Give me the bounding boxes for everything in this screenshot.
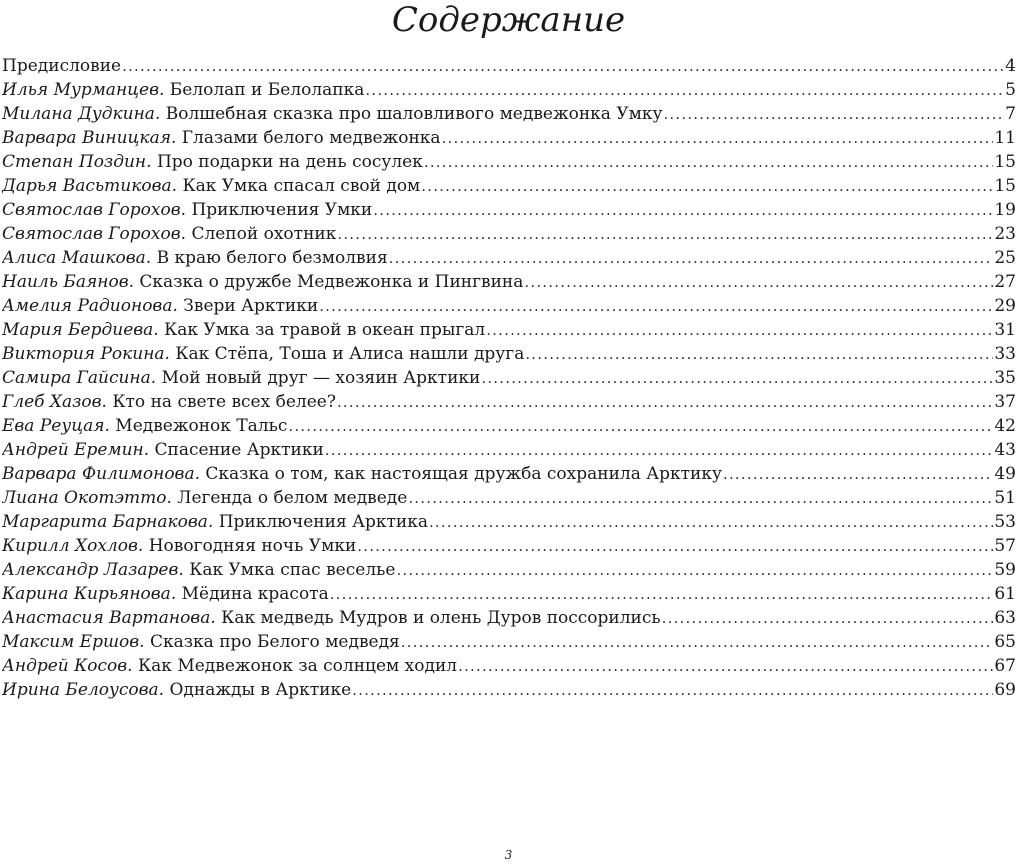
toc-entry: [2, 654, 1016, 678]
toc-page-number: 29: [994, 296, 1016, 316]
toc-page-number: 53: [994, 512, 1016, 532]
dot-leader: [288, 414, 993, 438]
table-of-contents: [2, 54, 1016, 702]
toc-entry-text: [2, 366, 480, 390]
toc-entry: [2, 534, 1016, 558]
toc-entry-text: [2, 558, 395, 582]
dot-leader: [319, 294, 993, 318]
toc-title: Как Умка за травой в океан прыгал: [164, 320, 486, 340]
dot-leader: [442, 126, 994, 150]
toc-entry-text: [2, 150, 423, 174]
toc-author: Святослав Горохов.: [2, 200, 187, 220]
toc-title: Приключения Арктика: [218, 512, 428, 532]
toc-page-number: 7: [1005, 104, 1016, 124]
toc-entry: [2, 54, 1016, 78]
toc-entry-text: [2, 630, 400, 654]
toc-entry-text: [2, 78, 364, 102]
toc-entry: [2, 678, 1016, 702]
dot-leader: [122, 54, 1004, 78]
toc-title: Белолап и Белолапка: [169, 80, 365, 100]
toc-author: Андрей Еремин.: [2, 440, 150, 460]
toc-page-number: 19: [994, 200, 1016, 220]
toc-entry-text: [2, 390, 336, 414]
toc-entry: [2, 318, 1016, 342]
dot-leader: [524, 270, 993, 294]
page-number: 3: [504, 848, 513, 862]
toc-author: Виктория Рокина.: [2, 344, 170, 364]
dot-leader: [663, 102, 1004, 126]
toc-title: Сказка про Белого медведя: [150, 632, 400, 652]
toc-author: Святослав Горохов.: [2, 224, 187, 244]
toc-page-number: 57: [994, 536, 1016, 556]
dot-leader: [723, 462, 993, 486]
toc-entry: [2, 174, 1016, 198]
toc-page-number: 33: [994, 344, 1016, 364]
toc-title: Кто на свете всех белее?: [112, 392, 336, 412]
toc-entry-text: [2, 270, 523, 294]
toc-author: Самира Гайсина.: [2, 368, 157, 388]
page-title: Содержание: [391, 0, 626, 40]
dot-leader: [424, 150, 994, 174]
toc-author: Андрей Косов.: [2, 656, 133, 676]
toc-page-number: 15: [994, 152, 1016, 172]
toc-author: Алиса Машкова.: [2, 248, 152, 268]
toc-entry-text: [2, 678, 351, 702]
toc-entry-text: [2, 654, 457, 678]
toc-author: Степан Поздин.: [2, 152, 152, 172]
toc-title: Глазами белого медвежонка: [181, 128, 441, 148]
toc-entry-text: [2, 174, 420, 198]
dot-leader: [389, 246, 994, 270]
toc-title: Как Медвежонок за солнцем ходил: [138, 656, 458, 676]
toc-entry-text: [2, 294, 318, 318]
toc-title: Как Умка спасал свой дом: [182, 176, 421, 196]
toc-title: Про подарки на день сосулек: [156, 152, 423, 172]
toc-author: Карина Кирьянова.: [2, 584, 177, 604]
toc-entry: [2, 606, 1016, 630]
toc-author: Наиль Баянов.: [2, 272, 135, 292]
toc-entry: [2, 486, 1016, 510]
toc-entry-text: [2, 198, 372, 222]
toc-entry-text: [2, 534, 356, 558]
dot-leader: [408, 486, 993, 510]
toc-author: Глеб Хазов.: [2, 392, 107, 412]
toc-entry-text: [2, 510, 428, 534]
toc-entry-text: [2, 606, 661, 630]
dot-leader: [330, 582, 994, 606]
toc-entry: [2, 630, 1016, 654]
toc-entry-text: [2, 102, 662, 126]
dot-leader: [352, 678, 993, 702]
toc-entry-text: [2, 126, 441, 150]
toc-title: Как медведь Мудров и олень Дуров поссорились: [221, 608, 661, 628]
toc-entry-text: [2, 462, 722, 486]
toc-title: Слепой охотник: [191, 224, 337, 244]
toc-author: Маргарита Барнакова.: [2, 512, 214, 532]
toc-page-number: 4: [1005, 56, 1016, 76]
toc-title: Предисловие: [2, 56, 122, 76]
toc-entry: [2, 294, 1016, 318]
toc-entry-text: [2, 54, 121, 78]
toc-title: Мой новый друг — хозяин Арктики: [161, 368, 481, 388]
toc-entry: [2, 438, 1016, 462]
toc-author: Мария Бердиева.: [2, 320, 159, 340]
toc-entry-text: [2, 318, 485, 342]
toc-page-number: 37: [994, 392, 1016, 412]
dot-leader: [357, 534, 993, 558]
toc-title: Сказка о дружбе Медвежонка и Пингвина: [139, 272, 524, 292]
toc-page-number: 25: [994, 248, 1016, 268]
toc-entry: [2, 246, 1016, 270]
dot-leader: [429, 510, 993, 534]
toc-title: Новогодняя ночь Умки: [148, 536, 357, 556]
toc-page-number: 63: [994, 608, 1016, 628]
toc-title: Звери Арктики: [183, 296, 319, 316]
toc-page-number: 31: [994, 320, 1016, 340]
toc-entry-text: [2, 414, 287, 438]
dot-leader: [662, 606, 994, 630]
toc-author: Лиана Окотэтто.: [2, 488, 172, 508]
toc-author: Анастасия Вартанова.: [2, 608, 216, 628]
toc-entry: [2, 414, 1016, 438]
toc-author: Кирилл Хохлов.: [2, 536, 144, 556]
toc-entry-text: [2, 246, 388, 270]
toc-entry: [2, 582, 1016, 606]
toc-entry-text: [2, 222, 336, 246]
toc-author: Ева Реуцая.: [2, 416, 110, 436]
toc-author: Илья Мурманцев.: [2, 80, 165, 100]
toc-entry: [2, 510, 1016, 534]
dot-leader: [337, 390, 993, 414]
toc-entry: [2, 270, 1016, 294]
toc-page-number: 69: [994, 680, 1016, 700]
toc-title: Сказка о том, как настоящая дружба сохранила Арктику: [205, 464, 722, 484]
dot-leader: [365, 78, 1004, 102]
dot-leader: [481, 366, 993, 390]
toc-entry: [2, 558, 1016, 582]
toc-entry: [2, 198, 1016, 222]
toc-entry-text: [2, 342, 524, 366]
toc-page-number: 67: [994, 656, 1016, 676]
toc-entry-text: [2, 486, 407, 510]
toc-title: Приключения Умки: [191, 200, 373, 220]
toc-author: Амелия Радионова.: [2, 296, 178, 316]
dot-leader: [421, 174, 993, 198]
toc-author: Варвара Филимонова.: [2, 464, 200, 484]
dot-leader: [525, 342, 993, 366]
toc-entry: [2, 126, 1016, 150]
toc-title: Волшебная сказка про шаловливого медвежонка Умку: [165, 104, 663, 124]
dot-leader: [401, 630, 994, 654]
toc-title: В краю белого безмолвия: [156, 248, 388, 268]
toc-page-number: 11: [994, 128, 1016, 148]
toc-title: Спасение Арктики: [154, 440, 324, 460]
toc-page-number: 51: [994, 488, 1016, 508]
toc-page-number: 59: [994, 560, 1016, 580]
toc-title: Легенда о белом медведе: [177, 488, 408, 508]
dot-leader: [396, 558, 993, 582]
toc-page-number: 42: [994, 416, 1016, 436]
toc-page-number: 5: [1005, 80, 1016, 100]
toc-page-number: 61: [994, 584, 1016, 604]
toc-title: Мёдина красота: [181, 584, 329, 604]
dot-leader: [373, 198, 993, 222]
toc-entry: [2, 222, 1016, 246]
toc-author: Милана Дудкина.: [2, 104, 161, 124]
toc-author: Ирина Белоусова.: [2, 680, 165, 700]
toc-author: Максим Ершов.: [2, 632, 145, 652]
toc-page-number: 15: [994, 176, 1016, 196]
toc-entry: [2, 342, 1016, 366]
toc-entry: [2, 78, 1016, 102]
toc-entry-text: [2, 438, 324, 462]
toc-title: Как Стёпа, Тоша и Алиса нашли друга: [175, 344, 525, 364]
toc-entry: [2, 150, 1016, 174]
toc-entry: [2, 390, 1016, 414]
toc-page-number: 35: [994, 368, 1016, 388]
toc-page-number: 65: [994, 632, 1016, 652]
dot-leader: [486, 318, 993, 342]
toc-page-number: 27: [994, 272, 1016, 292]
dot-leader: [458, 654, 993, 678]
toc-title: Как Умка спас веселье: [189, 560, 396, 580]
toc-author: Александр Лазарев.: [2, 560, 184, 580]
toc-title: Медвежонок Тальс: [115, 416, 288, 436]
toc-page-number: 43: [994, 440, 1016, 460]
toc-author: Дарья Васьтикова.: [2, 176, 178, 196]
dot-leader: [337, 222, 993, 246]
toc-entry-text: [2, 582, 329, 606]
toc-author: Варвара Виницкая.: [2, 128, 177, 148]
toc-page-number: 23: [994, 224, 1016, 244]
toc-page-number: 49: [994, 464, 1016, 484]
toc-entry: [2, 366, 1016, 390]
toc-title: Однажды в Арктике: [169, 680, 352, 700]
dot-leader: [325, 438, 994, 462]
toc-entry: [2, 462, 1016, 486]
toc-entry: [2, 102, 1016, 126]
